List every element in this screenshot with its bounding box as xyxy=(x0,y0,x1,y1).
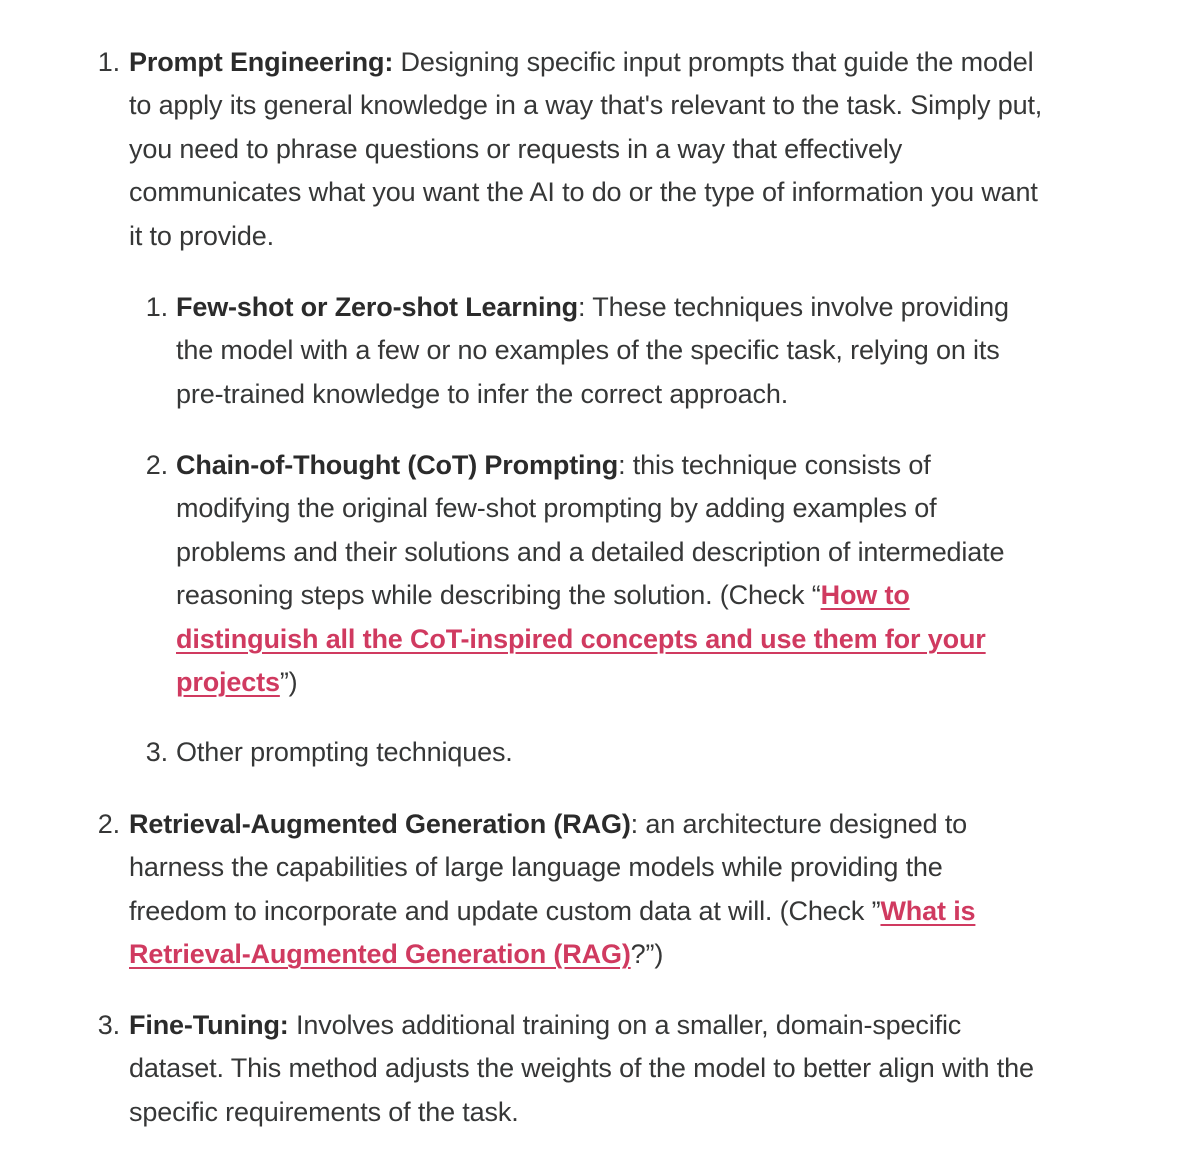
rag-article-link[interactable]: Retrieval-Augmented Generation (RAG) xyxy=(129,939,631,970)
list-number: 3. xyxy=(145,737,168,767)
list-item-body: Retrieval-Augmented Generation (RAG): an architecture designed to harness the capabilities of large language models while providing the freedom to incorporate and update custom data at will. (Check ”What is Retrieval-Augmented Generation (RAG)?”) xyxy=(129,809,976,970)
list-number: 2. xyxy=(97,809,120,839)
list-number: 1. xyxy=(97,47,120,77)
term-heading: Prompt Engineering: xyxy=(129,47,394,77)
list-item-body: Chain-of-Thought (CoT) Prompting: this technique consists of modifying the original few-shot prompting by adding examples of problems and their solutions and a detailed description of intermediate reasoning steps while describing the solution. (Check “How to distinguish all the CoT-inspired concepts and use them for your projects”) xyxy=(176,450,1005,698)
list-number: 1. xyxy=(145,292,168,322)
list-number: 2. xyxy=(145,450,168,480)
list-item-body: Few-shot or Zero-shot Learning: These techniques involve providing the model with a few or no examples of the specific task, relying on its pre-trained knowledge to infer the correct approach. xyxy=(176,292,1009,409)
term-heading: Fine-Tuning: xyxy=(129,1010,289,1040)
term-heading: Chain-of-Thought (CoT) Prompting xyxy=(176,450,619,480)
list-item-body: Other prompting techniques. xyxy=(176,737,513,767)
cot-article-link[interactable]: projects xyxy=(176,667,280,698)
rag-article-link[interactable]: What is xyxy=(880,895,976,926)
term-heading: Few-shot or Zero-shot Learning xyxy=(176,292,579,322)
cot-article-link[interactable]: distinguish all the CoT-inspired concepts and use them for your xyxy=(176,623,986,654)
list-item-body: Fine-Tuning: Involves additional training on a smaller, domain-specific dataset. This method adjusts the weights of the model to better align with the specific requirements of the task. xyxy=(129,1010,1034,1127)
term-heading: Retrieval-Augmented Generation (RAG) xyxy=(129,809,631,839)
cot-article-link[interactable]: How to xyxy=(820,580,910,611)
list-item-body: Prompt Engineering: Designing specific input prompts that guide the model to apply its general knowledge in a way that's relevant to the task. Simply put, you need to phrase questions or requests in a way that effectively communicates what you want the AI to do or the type of information you want it to provide. xyxy=(129,47,1043,251)
list-number: 3. xyxy=(97,1010,120,1040)
